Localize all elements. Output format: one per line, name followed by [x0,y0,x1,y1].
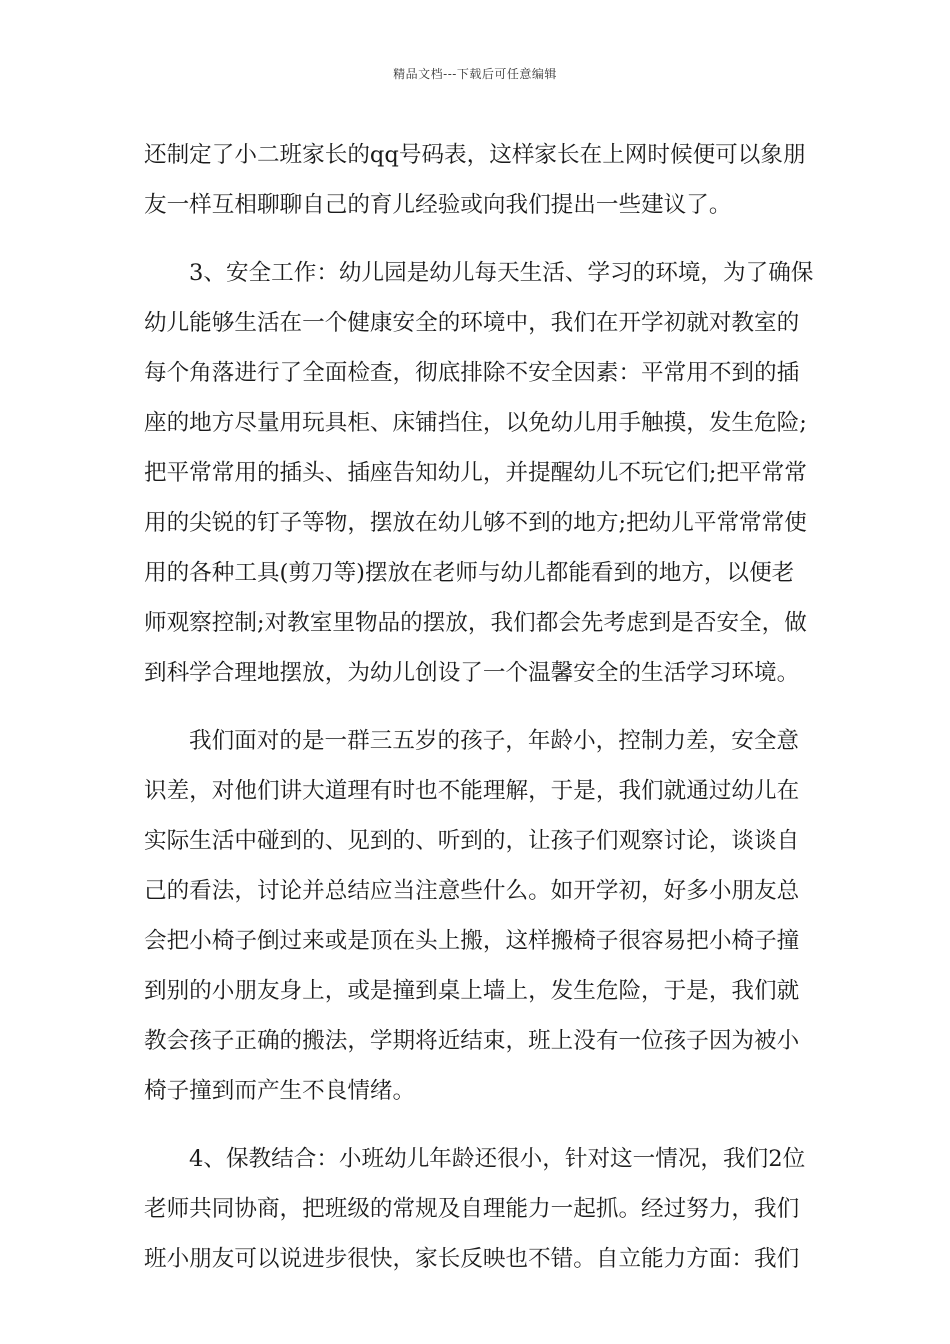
paragraph-2 [144,248,812,698]
text-line: 老师共同协商，把班级的常规及自理能力一起抓。经过努力，我们 [144,1196,800,1222]
text-line: 把平常常用的插头、插座告知幼儿，并提醒幼儿不玩它们;把平常常 [144,460,807,486]
text-line: 座的地方尽量用玩具柜、床铺挡住，以免幼儿用手触摸，发生危险; [144,410,807,436]
document-body [144,130,812,1284]
text-line: 椅子撞到而产生不良情绪。 [144,1078,416,1104]
text-line: 教会孩子正确的搬法，学期将近结束，班上没有一位孩子因为被小 [144,1028,800,1054]
text-line: 到科学合理地摆放，为幼儿创设了一个温馨安全的生活学习环境。 [144,660,800,686]
text-line: 友一样互相聊聊自己的育儿经验或向我们提出一些建议了。 [144,192,732,218]
text-line: 3、安全工作：幼儿园是幼儿每天生活、学习的环境，为了确保 [189,260,814,286]
text-line: 用的各种工具(剪刀等)摆放在老师与幼儿都能看到的地方，以便老 [144,560,795,586]
text-line: 会把小椅子倒过来或是顶在头上搬，这样搬椅子很容易把小椅子撞 [144,928,800,954]
paragraph-gap [144,230,812,248]
text-line: 幼儿能够生活在一个健康安全的环境中，我们在开学初就对教室的 [144,310,800,336]
text-line: 到别的小朋友身上，或是撞到桌上墙上，发生危险，于是，我们就 [144,978,800,1004]
paragraph-4 [144,1134,812,1284]
text-line: 识差，对他们讲大道理有时也不能理解，于是，我们就通过幼儿在 [144,778,800,804]
page-header: 精品文档---下载后可任意编辑 [393,67,557,81]
text-line: 己的看法，讨论并总结应当注意些什么。如开学初，好多小朋友总 [144,878,800,904]
text-line: 每个角落进行了全面检查，彻底排除不安全因素：平常用不到的插 [144,360,800,386]
text-line: 师观察控制;对教室里物品的摆放，我们都会先考虑到是否安全，做 [144,610,807,636]
text-line: 班小朋友可以说进步很快，家长反映也不错。自立能力方面：我们 [144,1246,800,1272]
text-line: 我们面对的是一群三五岁的孩子，年龄小，控制力差，安全意 [189,728,800,754]
paragraph-gap [144,1116,812,1134]
paragraph-3 [144,716,812,1116]
paragraph-gap [144,698,812,716]
paragraph-1 [144,130,812,230]
text-line: 用的尖锐的钉子等物，摆放在幼儿够不到的地方;把幼儿平常常常使 [144,510,807,536]
text-line: 4、保教结合：小班幼儿年龄还很小，针对这一情况，我们2位 [189,1146,806,1172]
text-line: 实际生活中碰到的、见到的、听到的，让孩子们观察讨论，谈谈自 [144,828,800,854]
text-line: 还制定了小二班家长的qq号码表，这样家长在上网时候便可以象朋 [144,142,806,168]
